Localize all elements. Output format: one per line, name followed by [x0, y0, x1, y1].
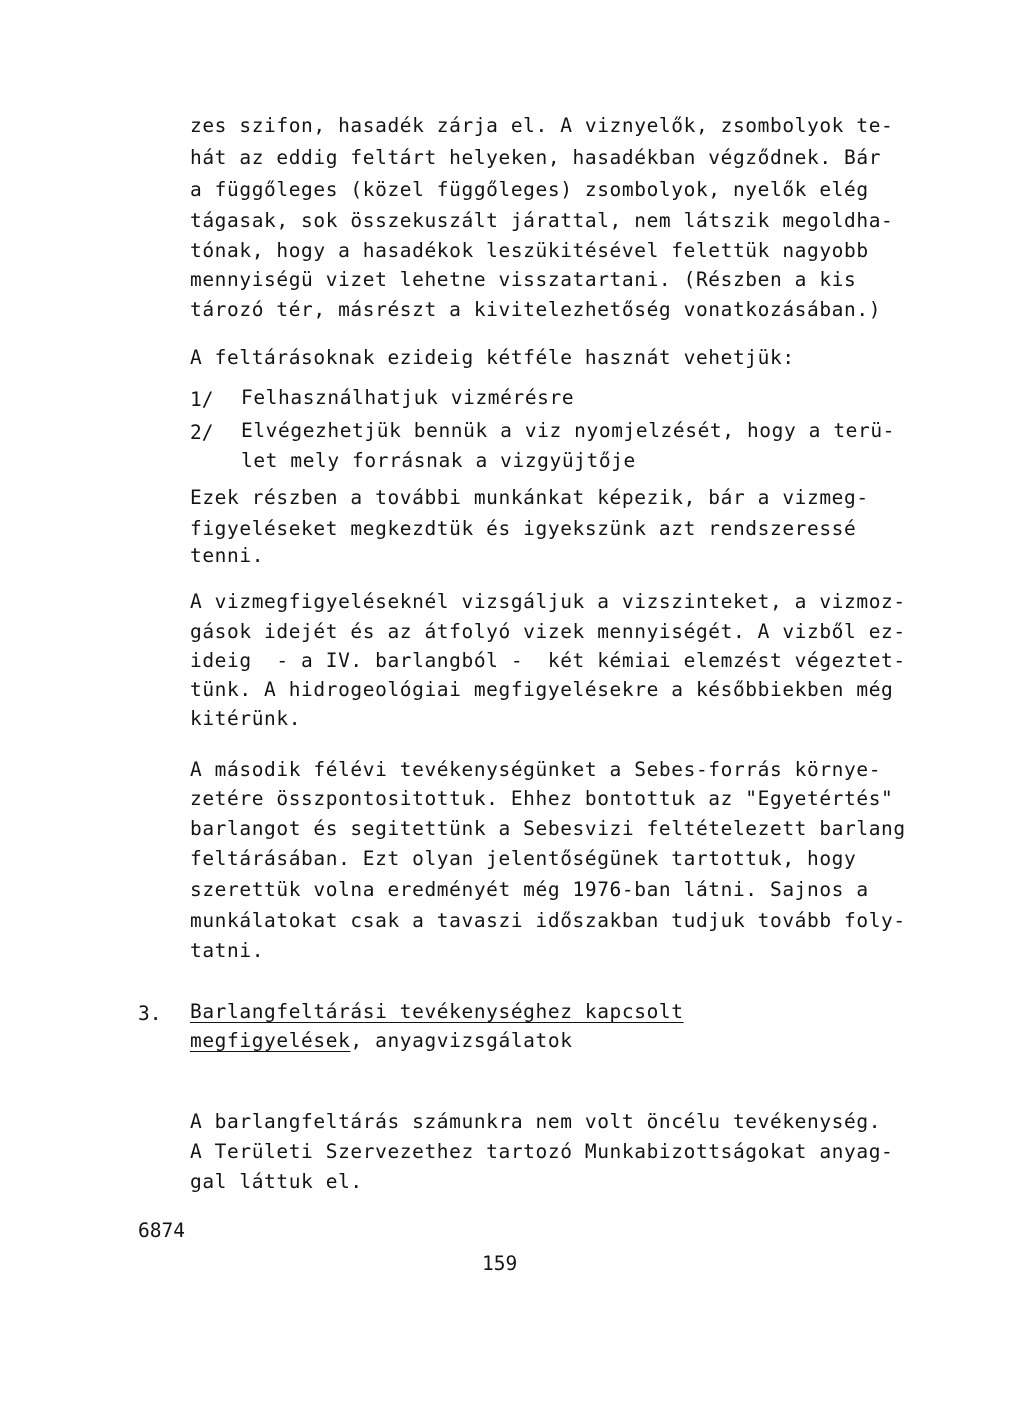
text-line: tágasak, sok összekuszált járattal, nem látszik megoldha- — [190, 209, 894, 232]
section-title-underlined: megfigyelések — [190, 1029, 351, 1052]
text-line: gások idejét és az átfolyó vizek mennyiségét. A vizből ez- — [190, 620, 906, 643]
text-line: A vizmegfigyeléseknél vizsgáljuk a vizszinteket, a vizmoz- — [190, 590, 906, 613]
text-line: barlangot és segitettünk a Sebesvizi feltételezett barlang — [190, 817, 906, 840]
text-line: tenni. — [190, 544, 265, 567]
list-item-text: let mely forrásnak a vizgyüjtője — [241, 449, 636, 472]
text-line: munkálatokat csak a tavaszi időszakban tudjuk tovább foly- — [190, 909, 906, 932]
text-line: A második félévi tevékenységünket a Sebes-forrás környe- — [190, 758, 882, 781]
text-line: figyeléseket megkezdtük és igyekszünk azt rendszeressé — [190, 517, 857, 540]
text-line: A Területi Szervezethez tartozó Munkabizottságokat anyag- — [190, 1140, 894, 1163]
section-title-line-2 — [190, 1031, 573, 1051]
text-line: szerettük volna eredményét még 1976-ban látni. Sajnos a — [190, 878, 869, 901]
list-item-text: Elvégezhetjük bennük a viz nyomjelzését, hogy a terü- — [241, 419, 896, 442]
text-line: ideig - a IV. barlangból - két kémiai elemzést végeztet- — [190, 649, 906, 672]
intro-line: A feltárásoknak ezideig kétféle hasznát vehetjük: — [190, 346, 795, 369]
text-line: zes szifon, hasadék zárja el. A viznyelők, zsombolyok te- — [190, 114, 894, 137]
text-line: gal láttuk el. — [190, 1170, 363, 1193]
text-line: hát az eddig feltárt helyeken, hasadékban végződnek. Bár — [190, 146, 882, 169]
list-item-text: Felhasználhatjuk vizmérésre — [241, 386, 575, 409]
page-number: 159 — [482, 1252, 518, 1275]
section-title-line-1: Barlangfeltárási tevékenységhez kapcsolt — [190, 1000, 684, 1023]
text-line: tatni. — [190, 939, 265, 962]
section-number: 3. — [138, 1002, 162, 1025]
text-line: kitérünk. — [190, 707, 302, 730]
list-number: 1/ — [190, 388, 214, 411]
text-line: mennyiségü vizet lehetne visszatartani. (Részben a kis — [190, 268, 857, 291]
text-line: feltárásában. Ezt olyan jelentőségünek tartottuk, hogy — [190, 847, 857, 870]
text-line: tónak, hogy a hasadékok leszükitésével felettük nagyobb — [190, 239, 869, 262]
section-title-rest: , anyagvizsgálatok — [350, 1029, 573, 1052]
text-line: a függőleges (közel függőleges) zsombolyok, nyelők elég — [190, 178, 869, 201]
text-line: tünk. A hidrogeológiai megfigyelésekre a későbbiekben még — [190, 678, 894, 701]
text-line: tározó tér, másrészt a kivitelezhetőség vonatkozásában.) — [190, 298, 882, 321]
list-number: 2/ — [190, 421, 214, 444]
text-line: zetére összpontositottuk. Ehhez bontottuk az "Egyetértés" — [190, 787, 894, 810]
document-code: 6874 — [138, 1219, 185, 1242]
text-line: A barlangfeltárás számunkra nem volt öncélu tevékenység. — [190, 1110, 882, 1133]
text-line: Ezek részben a további munkánkat képezik, bár a vizmeg- — [190, 486, 869, 509]
